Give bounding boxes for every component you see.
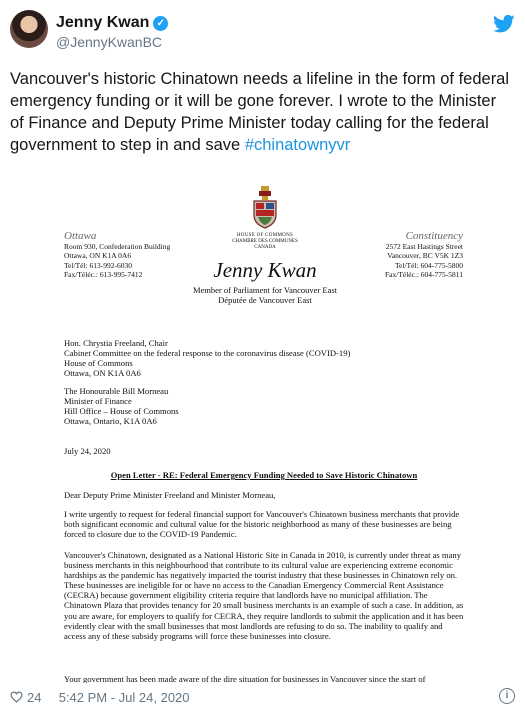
hashtag-link[interactable]: #chinatownyvr — [244, 136, 351, 154]
paragraph-1: I write urgently to request for federal financial support for Vancouver's Chinatown business merchants that provide both significant economic and cultural value for the historic neighborhood as many of these businesses are being forced to closure due to the COVID-19 Pandemic. — [64, 509, 460, 540]
tweet-footer — [10, 690, 190, 705]
verified-badge-icon: ✓ — [153, 16, 168, 31]
ottawa-line-3: Tel/Tél: 613-992-6030 — [64, 260, 133, 270]
ottawa-office-title: Ottawa — [64, 230, 97, 242]
avatar[interactable] — [10, 10, 48, 48]
coat-of-arms-icon — [250, 186, 280, 230]
letter-date: July 24, 2020 — [64, 446, 111, 456]
signature: Jenny Kwan — [213, 258, 317, 282]
letter-subject: Open Letter - RE: Federal Emergency Funding Needed to Save Historic Chinatown — [110, 470, 418, 480]
author-handle[interactable]: @JennyKwanBC — [56, 34, 163, 50]
twitter-bird-icon[interactable] — [493, 14, 515, 34]
constituency-office-block — [385, 232, 463, 280]
constituency-line-2: Vancouver, BC V5K 1Z3 — [387, 251, 463, 260]
tweet-timestamp[interactable]: 5:42 PM - Jul 24, 2020 — [58, 690, 190, 705]
mp-title-en: Member of Parliament for Vancouver East — [192, 285, 338, 295]
recipient-1-line-2: Cabinet Committee on the federal response to the coronavirus disease (COVID-19) — [64, 348, 351, 359]
tweet-text — [10, 68, 510, 156]
recipient-2-line-3: Hill Office – House of Commons — [64, 406, 179, 417]
tweet-body: Vancouver's historic Chinatown needs a lifeline in the form of federal emergency funding or it will be gone forever. I wrote to the Minister of Finance and Deputy Prime Minister today calling for the federal government to step in and save — [10, 70, 510, 154]
recipient-1 — [64, 338, 464, 378]
crest-text-2: CHAMBRE DES COMMUNES — [232, 239, 298, 244]
tweet-header — [0, 0, 525, 58]
recipient-1-line-1: Hon. Chrystia Freeland, Chair — [64, 338, 168, 348]
info-icon[interactable]: i — [499, 688, 515, 704]
like-count[interactable]: 24 — [27, 690, 42, 705]
author-name[interactable] — [56, 14, 168, 32]
salutation: Dear Deputy Prime Minister Freeland and Minister Morneau, — [64, 490, 276, 500]
heart-icon[interactable] — [10, 691, 23, 703]
ottawa-line-4: Fax/Téléc.: 613-995-7412 — [64, 270, 143, 279]
recipient-2-line-4: Ottawa, Ontario, K1A 0A6 — [64, 416, 157, 427]
crest-text-1: HOUSE OF COMMONS — [236, 233, 294, 238]
constituency-line-4: Fax/Téléc.: 604-775-5811 — [384, 270, 463, 279]
paragraph-3: Your government has been made aware of the dire situation for businesses in Vancouver since the start of — [64, 674, 426, 683]
constituency-line-1: 2572 East Hastings Street — [385, 241, 463, 251]
constituency-line-3: Tel/Tél: 604-775-5800 — [394, 260, 463, 270]
mp-title-fr: Députée de Vancouver East — [218, 295, 312, 305]
recipient-2-line-1: The Honourable Bill Morneau — [64, 386, 169, 396]
ottawa-line-1: Room 930, Confederation Building — [64, 241, 171, 251]
recipient-2 — [64, 386, 464, 426]
constituency-office-title: Constituency — [405, 230, 463, 242]
author-name-text[interactable]: Jenny Kwan — [56, 14, 150, 31]
letter-image[interactable] — [10, 178, 515, 683]
paragraph-2: Vancouver's Chinatown, designated as a National Historic Site in Canada in 2010, is currently under threat as many business merchants in this neighbourhood that contribute to its cultural value are experiencing extreme economic hardships as the pandemic has negatively impacted the tourist industry that these businesses in Chinatown rely on. These businesses are ineligible for or have no access to the Canadian Emergency Commercial Rent Assistance (CECRA) because government eligibility criteria require that landlords have no municipal affiliation. The Chinatown Plaza that provides tenancy for 20 small business merchants is an example of such a case. In addition, as you are aware, for employers to qualify for CECRA, they require landlords to submit the application and it has been evidently clear with the small businesses that most landlords are refusing to do so. The inability to qualify and access any of these subsidy programs will force these businesses into closure. — [64, 550, 464, 641]
crest-text-3: CANADA — [254, 245, 276, 250]
recipient-1-line-3: House of Commons — [64, 358, 133, 369]
ottawa-office-block — [64, 232, 170, 280]
ottawa-line-2: Ottawa, ON K1A 0A6 — [64, 251, 132, 260]
recipient-1-line-4: Ottawa, ON K1A 0A6 — [64, 368, 141, 379]
recipient-2-line-2: Minister of Finance — [64, 396, 132, 407]
